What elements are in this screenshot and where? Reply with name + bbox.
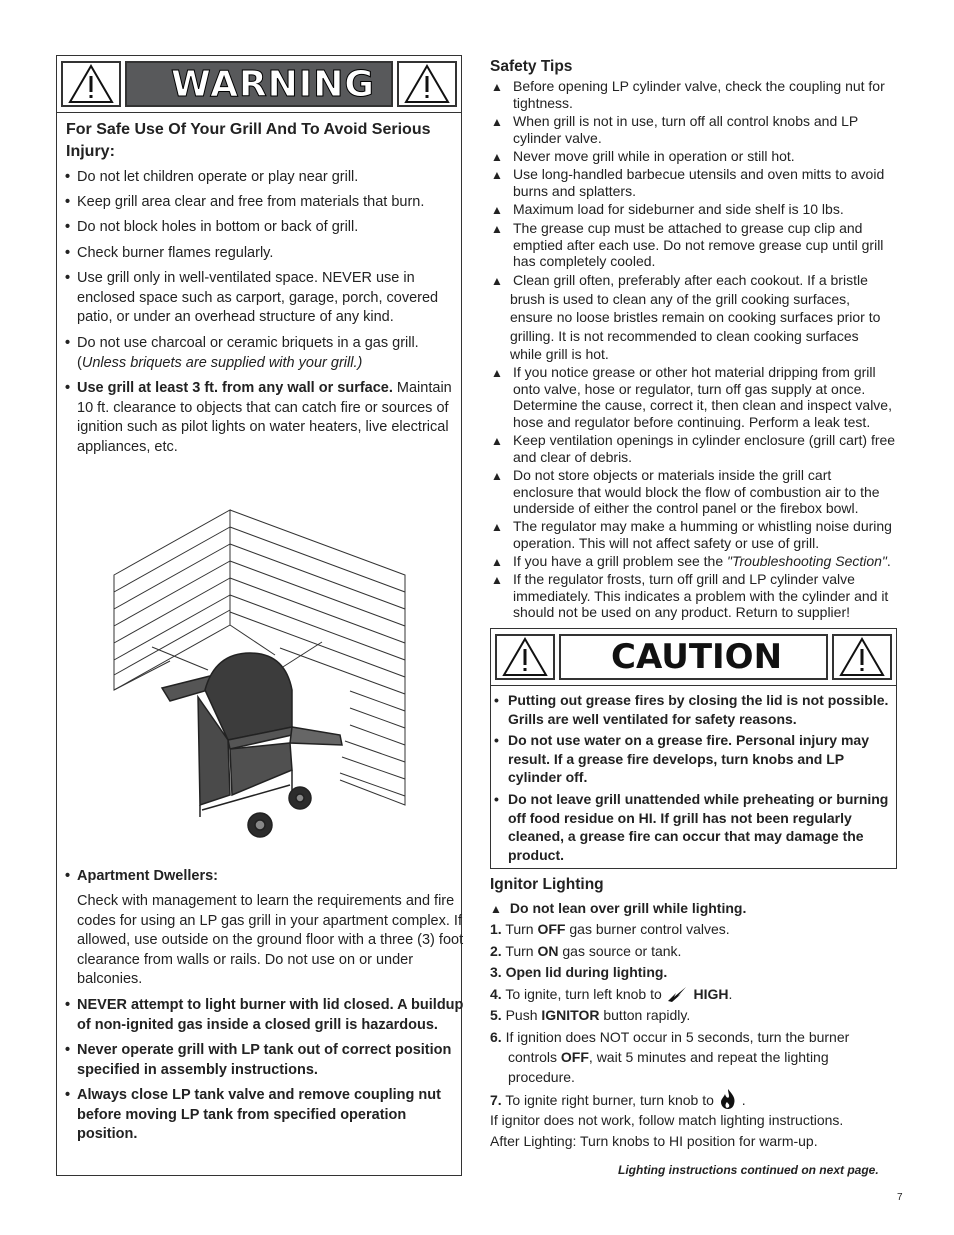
warning-triangle-icon — [832, 634, 892, 680]
safety-tip: ▲ Maximum load for sideburner and side shelf is 10 lbs. — [491, 201, 844, 217]
after-lighting-note: After Lighting: Turn knobs to HI position for warm-up. — [490, 1133, 818, 1149]
step-4: 4. To ignite, turn left knob to HIGH. — [490, 986, 733, 1002]
triangle-bullet-icon: ▲ — [491, 150, 503, 164]
caution-banner — [491, 629, 896, 686]
triangle-bullet-icon: ▲ — [491, 434, 503, 448]
safety-tips-title: Safety Tips — [490, 58, 573, 75]
triangle-bullet-icon: ▲ — [491, 168, 503, 182]
safety-tip: ▲ When grill is not in use, turn off all control knobs and LP cylinder valve. — [491, 113, 859, 146]
safety-tip: ▲ Never move grill while in operation or still hot. — [491, 148, 795, 164]
safety-tip: ▲ Clean grill often, preferably after each cookout. If a bristle brush is used to clean any of the grill cooking surfaces, ensure no loose bristles remain on cooking surfaces prior to grilling. It is not recommended to clean cooking surfaces while grill is hot. — [491, 272, 881, 362]
warning-banner — [57, 56, 461, 113]
safety-tip: ▲ Use long-handled barbecue utensils and oven mitts to avoid burns and splatters. — [491, 166, 885, 199]
list-item: • Do not let children operate or play near grill. — [65, 169, 359, 185]
high-flame-icon — [666, 985, 690, 1003]
triangle-bullet-icon: ▲ — [491, 222, 503, 236]
safety-tip: ▲ If you notice grease or other hot material dripping from grill onto valve, hose or regulator, turn off gas supply at once. Determine the cause, correct it, then clean and inspect valve, hose and regulator before continuing. Perform a leak test. — [491, 364, 892, 430]
list-item: • Keep grill area clear and free from materials that burn. — [65, 194, 425, 210]
safety-tip: ▲ Before opening LP cylinder valve, check the coupling nut for tightness. — [491, 78, 885, 111]
safety-tip: ▲ Keep ventilation openings in cylinder enclosure (grill cart) free and clear of debris. — [491, 432, 896, 465]
flame-icon — [718, 1088, 738, 1110]
caution-item: • Do not use water on a grease fire. Personal injury may result. If a grease fire develops, turn knobs and LP cylinder off. — [494, 732, 870, 785]
list-item: • Never operate grill with LP tank out of correct position specified in assembly instructions. — [65, 1042, 452, 1078]
safety-tip: ▲ Do not store objects or materials inside the grill cart enclosure that would block the flow of combustion air to the underside of either the control panel or the firebox bowl. — [491, 467, 880, 516]
caution-item: • Putting out grease fires by closing the lid is not possible. Grills are well ventilated for safety reasons. — [494, 692, 889, 727]
triangle-bullet-icon: ▲ — [491, 366, 503, 380]
step-1: 1. Turn OFF gas burner control valves. — [490, 921, 730, 937]
warning-title: WARNING — [125, 61, 393, 107]
safety-tip: ▲ If the regulator frosts, turn off grill and LP cylinder valve immediately. This indicates a problem with the cylinder and it should not be used on any product. Return to supplier! — [491, 571, 889, 620]
safety-tip: ▲ If you have a grill problem see the "Troubleshooting Section". — [491, 553, 891, 569]
grill-clearance-illustration — [110, 505, 410, 845]
step-3: 3. Open lid during lighting. — [490, 964, 668, 980]
triangle-bullet-icon: ▲ — [491, 115, 503, 129]
list-item: • Use grill at least 3 ft. from any wall or surface. Maintain 10 ft. clearance to objects that can catch fire or sources of ignition such as pilot lights on water heaters, live electrical appliances, etc. — [65, 380, 452, 455]
warning-triangle-icon — [495, 634, 555, 680]
warning-triangle-icon — [397, 61, 457, 107]
warning-triangle-icon — [61, 61, 121, 107]
triangle-bullet-icon: ▲ — [491, 469, 503, 483]
list-item: • Use grill only in well-ventilated space. NEVER use in enclosed space such as carport, garage, porch, covered patio, or under an overhead structure of any kind. — [65, 270, 439, 325]
caution-title: CAUTION — [559, 634, 828, 680]
triangle-bullet-icon: ▲ — [491, 520, 503, 534]
apartment-heading: • Apartment Dwellers: — [65, 868, 219, 884]
list-item: • Check burner flames regularly. — [65, 245, 274, 261]
triangle-bullet-icon: ▲ — [491, 203, 503, 217]
safety-tip: ▲ The grease cup must be attached to grease cup clip and emptied after each use. Do not remove grease cup until grill has completely cooled. — [491, 220, 884, 269]
page-number: 7 — [897, 1192, 903, 1203]
warning-heading: For Safe Use Of Your Grill And To Avoid Serious Injury: — [66, 121, 431, 160]
step-6: 6. If ignition does NOT occur in 5 seconds, turn the burner controls OFF, wait 5 minutes and repeat the lighting procedure. — [490, 1029, 850, 1085]
list-item: • NEVER attempt to light burner with lid closed. A buildup of non-ignited gas inside a closed grill is hazardous. — [65, 997, 464, 1033]
apartment-text: Check with management to learn the requirements and fire codes for using an LP gas grill in your apartment complex. If allowed, use outside on the ground floor with a three (3) foot clearance from walls or rails. Do not use on or under balconies. — [77, 893, 464, 987]
list-item: • Do not block holes in bottom or back of grill. — [65, 219, 359, 235]
ignitor-lighting-title: Ignitor Lighting — [490, 876, 604, 893]
caution-item: • Do not leave grill unattended while preheating or burning off food residue on HI. If grill has not been regularly cleaned, a grease fire can occur that may damage the product. — [494, 791, 889, 863]
step-7: 7. To ignite right burner, turn knob to . — [490, 1088, 746, 1110]
safety-tip: ▲ The regulator may make a humming or whistling noise during operation. This will not affect safety or use of grill. — [491, 518, 892, 551]
triangle-bullet-icon: ▲ — [491, 274, 503, 288]
match-lighting-note: If ignitor does not work, follow match lighting instructions. — [490, 1112, 844, 1128]
triangle-bullet-icon: ▲ — [491, 573, 503, 587]
triangle-bullet-icon: ▲ — [491, 80, 503, 94]
triangle-bullet-icon: ▲ — [491, 555, 503, 569]
list-item: • Do not use charcoal or ceramic briquets in a gas grill. (Unless briquets are supplied with your grill.) — [65, 335, 419, 371]
continued-note: Lighting instructions continued on next page. — [618, 1163, 879, 1177]
ignitor-warning: ▲ Do not lean over grill while lighting. — [490, 900, 747, 916]
list-item: • Always close LP tank valve and remove coupling nut before moving LP tank from specified operation position. — [65, 1087, 441, 1142]
step-5: 5. Push IGNITOR button rapidly. — [490, 1007, 691, 1023]
step-2: 2. Turn ON gas source or tank. — [490, 943, 682, 959]
